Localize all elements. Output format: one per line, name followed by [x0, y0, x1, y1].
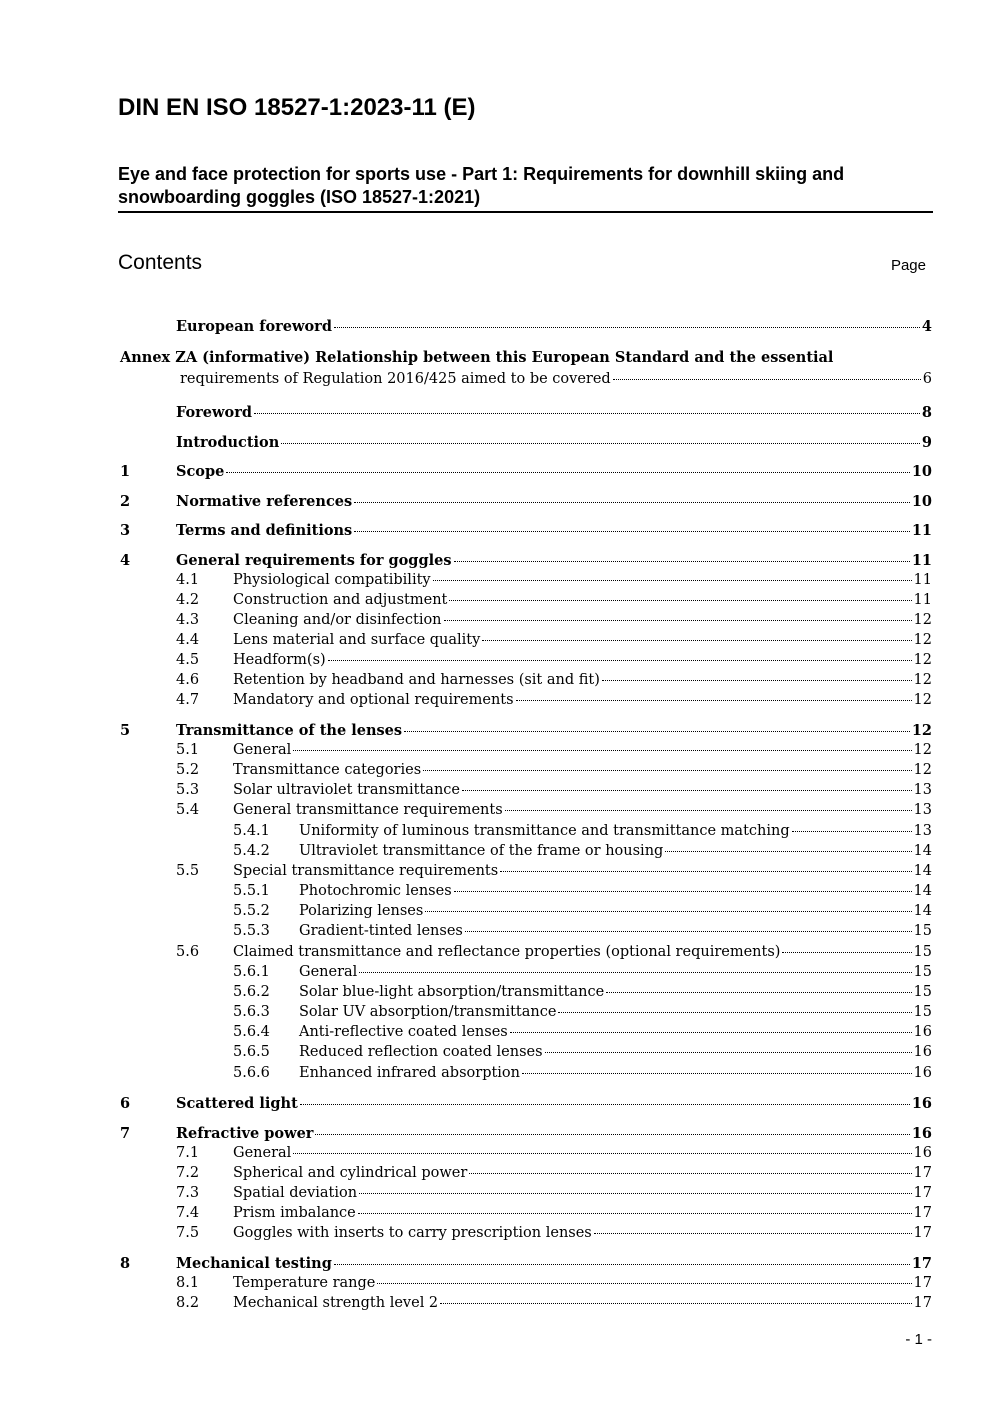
toc-entry[interactable] — [120, 742, 932, 764]
toc-leader-dots — [613, 378, 921, 380]
toc-entry[interactable] — [120, 552, 932, 574]
toc-entry-page: 10 — [911, 493, 932, 510]
toc-entry-title: Enhanced infrared absorption — [299, 1065, 521, 1081]
toc-leader-dots — [482, 639, 911, 641]
toc-entry-number: 5 — [120, 722, 131, 739]
toc-entry-number: 5.6.3 — [233, 1004, 270, 1020]
toc-entry-page: 15 — [913, 1004, 932, 1020]
toc-entry-page: 10 — [911, 463, 932, 480]
toc-entry-page: 13 — [913, 823, 932, 839]
toc-entry-title: requirements of Regulation 2016/425 aimed to be covered — [180, 371, 611, 387]
toc-entry-page: 12 — [913, 652, 932, 668]
toc-entry[interactable] — [120, 612, 932, 634]
toc-leader-dots — [315, 1133, 909, 1135]
toc-entry-title: General — [233, 1145, 292, 1161]
toc-entry-page: 13 — [913, 782, 932, 798]
toc-leader-dots — [665, 850, 911, 852]
toc-entry[interactable] — [120, 463, 932, 485]
toc-leader-dots — [465, 930, 912, 932]
toc-entry-number: 8.1 — [176, 1275, 200, 1291]
toc-leader-dots — [545, 1051, 912, 1053]
toc-leader-dots — [449, 599, 911, 601]
toc-entry-page: 12 — [911, 722, 932, 739]
toc-leader-dots — [454, 890, 912, 892]
toc-entry-title: General requirements for goggles — [176, 552, 452, 569]
toc-entry[interactable] — [120, 318, 932, 340]
toc-entry-title: Spherical and cylindrical power — [233, 1165, 468, 1181]
toc-entry-number: 4.5 — [176, 652, 200, 668]
toc-entry-number: 4.7 — [176, 692, 200, 708]
toc-leader-dots — [782, 951, 911, 953]
toc-entry-number: 5.3 — [176, 782, 200, 798]
toc-entry-page: 11 — [911, 522, 932, 539]
toc-entry-page: 12 — [913, 692, 932, 708]
toc-entry-title: Photochromic lenses — [299, 883, 452, 899]
toc-entry-page: 14 — [913, 903, 932, 919]
toc-entry-page: 14 — [913, 883, 932, 899]
toc-entry-title: Spatial deviation — [233, 1185, 358, 1201]
toc-entry-title: Goggles with inserts to carry prescription lenses — [233, 1225, 592, 1241]
toc-entry-title: Transmittance of the lenses — [176, 722, 403, 739]
toc-leader-dots — [500, 870, 911, 872]
toc-entry[interactable] — [120, 1185, 932, 1207]
toc-entry-title: Lens material and surface quality — [233, 632, 481, 648]
toc-entry-number: 5.6 — [176, 944, 200, 960]
toc-entry-title: Solar blue-light absorption/transmittance — [299, 984, 605, 1000]
toc-leader-dots — [334, 326, 920, 328]
toc-entry-number: 5.6.6 — [233, 1065, 270, 1081]
toc-entry-title: Solar UV absorption/transmittance — [299, 1004, 557, 1020]
toc-entry-number: 5.2 — [176, 762, 200, 778]
toc-entry-number: 3 — [120, 522, 131, 539]
toc-leader-dots — [522, 1072, 912, 1074]
toc-leader-dots — [359, 1192, 911, 1194]
toc-entry-number: 5.6.5 — [233, 1044, 270, 1060]
toc-leader-dots — [433, 579, 912, 581]
toc-leader-dots — [354, 530, 910, 532]
toc-leader-dots — [454, 560, 910, 562]
document-title: Eye and face protection for sports use - Part 1: Requirements for downhill skiing and snowboarding goggles (ISO 18527-1:2021) — [118, 163, 933, 213]
toc-entry-title: General — [233, 742, 292, 758]
page-column-label: Page — [890, 257, 926, 274]
toc-entry-title: Mandatory and optional requirements — [233, 692, 514, 708]
toc-leader-dots — [377, 1282, 911, 1284]
toc-entry-title: Construction and adjustment — [233, 592, 448, 608]
toc-entry[interactable] — [120, 802, 932, 824]
toc-entry-page: 12 — [913, 762, 932, 778]
toc-entry[interactable] — [120, 903, 932, 925]
toc-entry-number: 8 — [120, 1255, 131, 1272]
toc-entry[interactable] — [120, 1145, 932, 1167]
toc-entry[interactable] — [120, 883, 932, 905]
toc-entry-page: 12 — [913, 632, 932, 648]
toc-entry-title: Anti-reflective coated lenses — [299, 1024, 508, 1040]
toc-entry-title: Cleaning and/or disinfection — [233, 612, 442, 628]
toc-entry-title: Foreword — [176, 404, 252, 421]
toc-entry[interactable] — [120, 493, 932, 515]
toc-entry[interactable] — [120, 782, 932, 804]
toc-entry-number: 5.5.3 — [233, 923, 270, 939]
toc-entry-page: 4 — [921, 318, 932, 335]
toc-entry-number: 5.5.1 — [233, 883, 270, 899]
toc-leader-dots — [293, 1152, 911, 1154]
toc-leader-dots — [444, 619, 912, 621]
toc-entry[interactable] — [120, 1024, 932, 1046]
toc-leader-dots — [354, 501, 910, 503]
toc-entry-number: 7.2 — [176, 1165, 200, 1181]
toc-entry-page: 15 — [913, 923, 932, 939]
toc-entry-page: 17 — [913, 1185, 932, 1201]
toc-leader-dots — [792, 830, 912, 832]
toc-entry-title: General — [299, 964, 358, 980]
toc-entry-page: 12 — [913, 612, 932, 628]
toc-leader-dots — [334, 1263, 910, 1265]
toc-entry-title: Prism imbalance — [233, 1205, 356, 1221]
toc-leader-dots — [510, 1031, 912, 1033]
toc-entry-number: 7.3 — [176, 1185, 200, 1201]
toc-entry[interactable] — [120, 1165, 932, 1187]
toc-entry-number: 2 — [120, 493, 131, 510]
toc-entry[interactable] — [120, 1295, 932, 1317]
toc-entry-page: 16 — [911, 1095, 932, 1112]
toc-entry-number: 4.6 — [176, 672, 200, 688]
toc-entry-title: Claimed transmittance and reflectance properties (optional requirements) — [233, 944, 781, 960]
toc-entry-number: 5.4 — [176, 802, 200, 818]
toc-entry-number: 5.4.1 — [233, 823, 270, 839]
toc-entry-title: Annex ZA (informative) Relationship between this European Standard and the essential — [120, 349, 834, 366]
toc-entry-page: 17 — [911, 1255, 932, 1272]
toc-entry-title: Normative references — [176, 493, 353, 510]
toc-entry[interactable] — [120, 1255, 932, 1277]
toc-entry[interactable] — [120, 652, 932, 674]
toc-entry-number: 6 — [120, 1095, 131, 1112]
toc-entry-page: 17 — [913, 1225, 932, 1241]
toc-entry-title: Mechanical testing — [176, 1255, 332, 1272]
toc-entry-title: Scope — [176, 463, 225, 480]
toc-entry-title: Special transmittance requirements — [233, 863, 499, 879]
toc-entry[interactable] — [120, 572, 932, 594]
toc-entry[interactable] — [120, 371, 932, 393]
toc-entry[interactable] — [120, 722, 932, 744]
toc-entry-page: 16 — [913, 1065, 932, 1081]
toc-entry[interactable] — [120, 1004, 932, 1026]
toc-leader-dots — [254, 412, 920, 414]
toc-leader-dots — [281, 442, 920, 444]
toc-entry-page: 17 — [913, 1295, 932, 1311]
toc-leader-dots — [462, 789, 912, 791]
toc-entry-title: Polarizing lenses — [299, 903, 424, 919]
toc-entry-number: 7.5 — [176, 1225, 200, 1241]
toc-leader-dots — [440, 1302, 911, 1304]
toc-leader-dots — [404, 730, 910, 732]
toc-entry-number: 7 — [120, 1125, 131, 1142]
toc-entry-page: 16 — [913, 1024, 932, 1040]
toc-entry-page: 11 — [911, 552, 932, 569]
toc-entry-page: 17 — [913, 1205, 932, 1221]
toc-entry[interactable] — [120, 1225, 932, 1247]
toc-entry-number: 5.6.2 — [233, 984, 270, 1000]
toc-entry-number: 4.3 — [176, 612, 200, 628]
toc-entry-title: Terms and definitions — [176, 522, 353, 539]
toc-entry-title: Gradient-tinted lenses — [299, 923, 463, 939]
toc-entry-number: 4.1 — [176, 572, 200, 588]
toc-entry[interactable] — [120, 762, 932, 784]
toc-entry[interactable] — [120, 1065, 932, 1087]
toc-entry-page: 17 — [913, 1165, 932, 1181]
toc-entry-number: 7.4 — [176, 1205, 200, 1221]
toc-entry-page: 6 — [922, 371, 932, 387]
toc-entry[interactable] — [120, 434, 932, 456]
toc-leader-dots — [602, 679, 912, 681]
toc-entry[interactable] — [120, 1125, 932, 1147]
toc-entry[interactable] — [120, 944, 932, 966]
toc-entry-title: European foreword — [176, 318, 332, 335]
toc-entry-page: 17 — [913, 1275, 932, 1291]
toc-entry-title: Transmittance categories — [233, 762, 422, 778]
toc-leader-dots — [423, 769, 911, 771]
toc-entry-page: 16 — [913, 1044, 932, 1060]
toc-entry-page: 13 — [913, 802, 932, 818]
toc-entry[interactable] — [120, 592, 932, 614]
toc-entry-title: Retention by headband and harnesses (sit and fit) — [233, 672, 600, 688]
toc-entry-number: 4.4 — [176, 632, 200, 648]
toc-entry-title: General transmittance requirements — [233, 802, 503, 818]
toc-entry-title: Headform(s) — [233, 652, 326, 668]
toc-entry[interactable] — [120, 672, 932, 694]
document-code: DIN EN ISO 18527-1:2023-11 (E) — [118, 94, 476, 121]
toc-leader-dots — [293, 749, 911, 751]
contents-heading: Contents — [118, 251, 203, 274]
toc-leader-dots — [300, 1103, 910, 1105]
toc-entry[interactable] — [120, 522, 932, 544]
toc-entry-page: 12 — [913, 742, 932, 758]
toc-entry[interactable] — [120, 1275, 932, 1297]
toc-entry-number: 5.5.2 — [233, 903, 270, 919]
toc-entry[interactable] — [120, 964, 932, 986]
toc-entry[interactable] — [120, 692, 932, 714]
toc-leader-dots — [359, 971, 911, 973]
toc-entry[interactable] — [120, 1044, 932, 1066]
toc-entry-page: 11 — [913, 572, 932, 588]
toc-entry-title: Refractive power — [176, 1125, 314, 1142]
toc-entry[interactable] — [120, 349, 932, 371]
toc-leader-dots — [516, 699, 912, 701]
toc-leader-dots — [594, 1232, 912, 1234]
toc-leader-dots — [505, 809, 912, 811]
toc-entry-title: Mechanical strength level 2 — [233, 1295, 439, 1311]
toc-entry[interactable] — [120, 823, 932, 845]
toc-entry-number: 1 — [120, 463, 131, 480]
toc-leader-dots — [226, 471, 909, 473]
toc-entry-page: 12 — [913, 672, 932, 688]
toc-entry-number: 5.6.4 — [233, 1024, 270, 1040]
toc-entry[interactable] — [120, 923, 932, 945]
page-number: - 1 - — [905, 1331, 932, 1348]
toc-entry[interactable] — [120, 404, 932, 426]
toc-leader-dots — [558, 1011, 911, 1013]
toc-entry-title: Physiological compatibility — [233, 572, 431, 588]
toc-entry-title: Scattered light — [176, 1095, 298, 1112]
toc-entry[interactable] — [120, 863, 932, 885]
toc-entry-number: 5.5 — [176, 863, 200, 879]
toc-entry-title: Solar ultraviolet transmittance — [233, 782, 460, 798]
toc-leader-dots — [358, 1212, 912, 1214]
toc-entry-number: 5.4.2 — [233, 843, 270, 859]
toc-entry-number: 8.2 — [176, 1295, 200, 1311]
toc-entry-page: 16 — [913, 1145, 932, 1161]
toc-entry-page: 15 — [913, 944, 932, 960]
toc-entry-title: Reduced reflection coated lenses — [299, 1044, 543, 1060]
toc-entry-page: 16 — [911, 1125, 932, 1142]
toc-leader-dots — [606, 991, 911, 993]
toc-entry-page: 14 — [913, 843, 932, 859]
toc-entry[interactable] — [120, 843, 932, 865]
toc-entry-page: 14 — [913, 863, 932, 879]
toc-entry-number: 5.6.1 — [233, 964, 270, 980]
toc-entry-number: 7.1 — [176, 1145, 200, 1161]
toc-leader-dots — [425, 910, 911, 912]
toc-entry-number: 5.1 — [176, 742, 200, 758]
toc-leader-dots — [328, 659, 912, 661]
toc-entry[interactable] — [120, 1095, 932, 1117]
toc-entry-page: 11 — [913, 592, 932, 608]
toc-entry-page: 9 — [921, 434, 932, 451]
toc-entry-title: Introduction — [176, 434, 280, 451]
toc-entry[interactable] — [120, 632, 932, 654]
toc-entry-number: 4 — [120, 552, 131, 569]
toc-leader-dots — [469, 1172, 911, 1174]
toc-entry-page: 15 — [913, 984, 932, 1000]
toc-entry[interactable] — [120, 984, 932, 1006]
toc-entry-title: Temperature range — [233, 1275, 376, 1291]
toc-entry-title: Ultraviolet transmittance of the frame or housing — [299, 843, 664, 859]
toc-entry[interactable] — [120, 1205, 932, 1227]
toc-entry-number: 4.2 — [176, 592, 200, 608]
toc-entry-page: 15 — [913, 964, 932, 980]
toc-entry-page: 8 — [921, 404, 932, 421]
toc-entry-title: Uniformity of luminous transmittance and transmittance matching — [299, 823, 790, 839]
